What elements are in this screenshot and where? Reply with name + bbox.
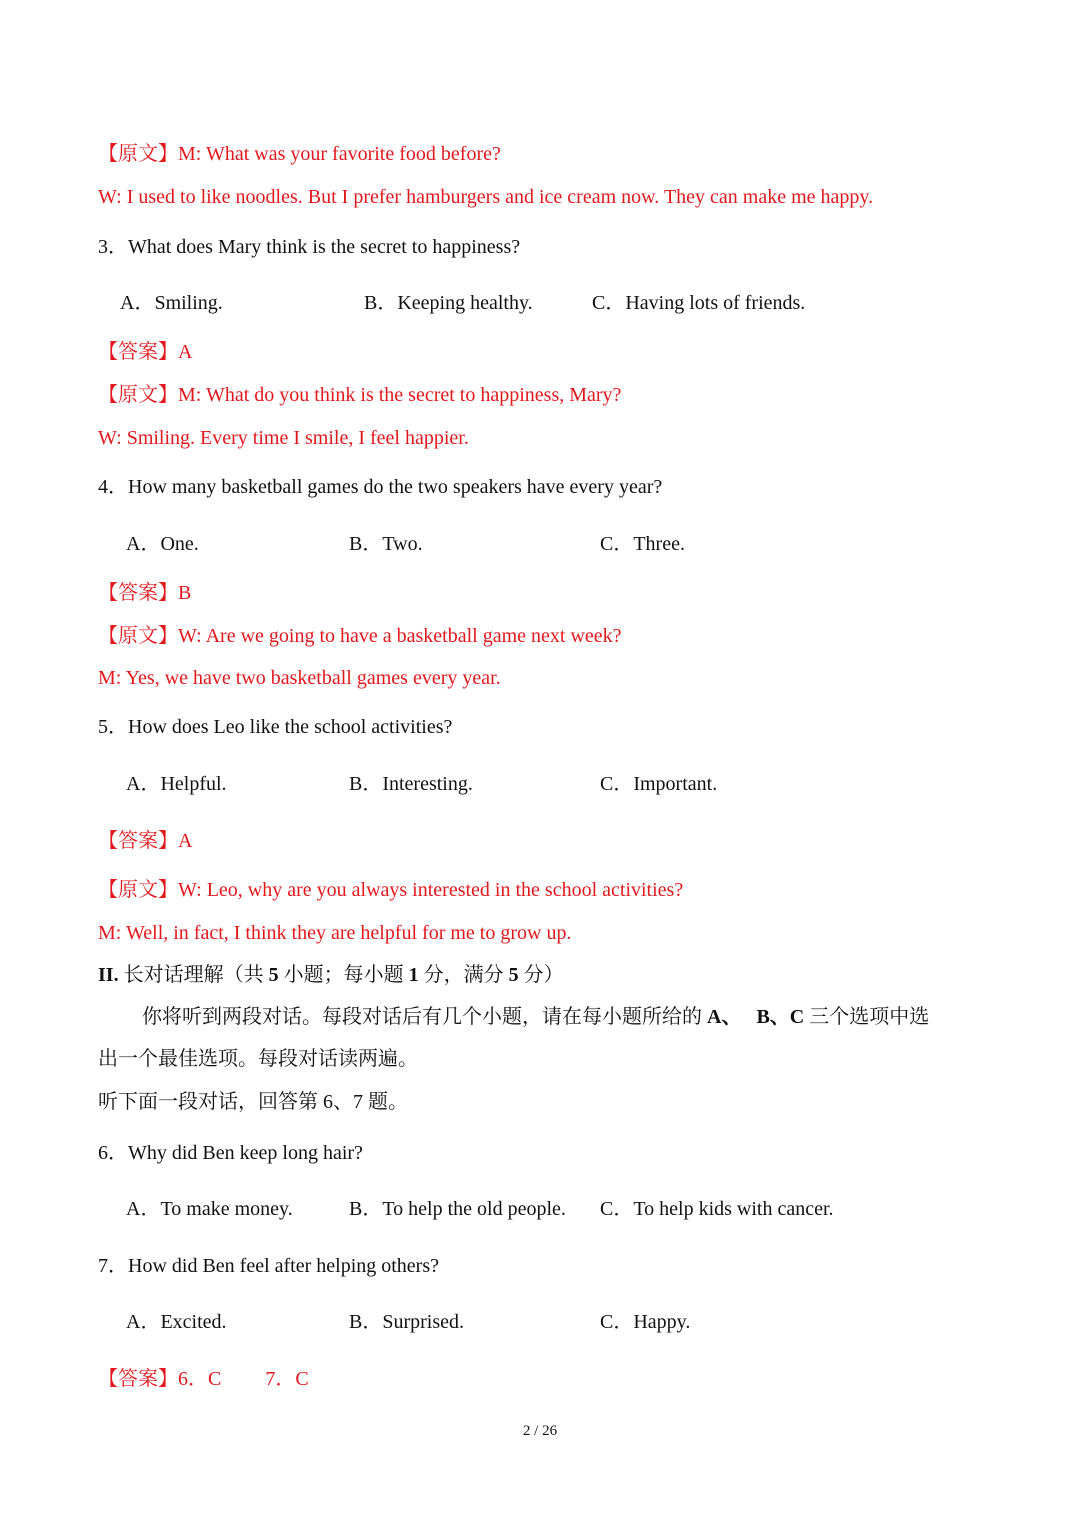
original-text-q2-w: W: I used to like noodles. But I prefer hamburgers and ice cream now. They can make me happy.: [98, 186, 874, 208]
question-3: 3．What does Mary think is the secret to happiness?: [98, 236, 521, 258]
q7-option-c: C．Happy.: [600, 1311, 691, 1333]
q6-7-answer: 【答案】6．C 7．C: [98, 1368, 309, 1390]
q3-option-c: C．Having lots of friends.: [592, 292, 806, 314]
section-2-heading: II. 长对话理解（共 5 小题；每小题 1 分，满分 5 分）: [98, 964, 564, 986]
answer-label: 【答案】: [98, 830, 178, 852]
original-label: 【原文】: [98, 384, 178, 406]
q4-original-2: M: Yes, we have two basketball games every year.: [98, 667, 501, 689]
section-2-instructions-1: 你将听到两段对话。每段对话后有几个小题，请在每小题所给的 A、 B、C 三个选项中选: [142, 1006, 930, 1028]
q4-option-c: C．Three.: [600, 533, 685, 555]
q6-option-b: B．To help the old people.: [349, 1198, 566, 1220]
original-label: 【原文】: [98, 143, 178, 165]
q5-original-1: 【原文】W: Leo, why are you always interested in the school activities?: [98, 879, 684, 901]
answer-label: 【答案】: [98, 582, 178, 604]
q3-option-a: A．Smiling.: [120, 292, 223, 314]
q5-option-b: B．Interesting.: [349, 773, 473, 795]
q5-option-c: C．Important.: [600, 773, 718, 795]
q3-original-2: W: Smiling. Every time I smile, I feel happier.: [98, 427, 469, 449]
q6-option-c: C．To help kids with cancer.: [600, 1198, 834, 1220]
q4-option-a: A．One.: [126, 533, 199, 555]
section-2-instructions-3: 听下面一段对话，回答第 6、7 题。: [98, 1091, 408, 1113]
q3-option-b: B．Keeping healthy.: [364, 292, 533, 314]
q3-original-1: 【原文】M: What do you think is the secret to happiness, Mary?: [98, 384, 622, 406]
page-number: 2 / 26: [522, 1423, 558, 1439]
original-text-q2-m: 【原文】M: What was your favorite food before?: [98, 143, 501, 165]
question-6: 6．Why did Ben keep long hair?: [98, 1142, 363, 1164]
section-numeral: II.: [98, 964, 119, 986]
q3-answer: 【答案】A: [98, 341, 193, 363]
question-7: 7．How did Ben feel after helping others?: [98, 1255, 440, 1277]
q5-option-a: A．Helpful.: [126, 773, 227, 795]
q4-answer: 【答案】B: [98, 582, 192, 604]
section-2-instructions-2: 出一个最佳选项。每段对话读两遍。: [98, 1048, 418, 1070]
original-label: 【原文】: [98, 879, 178, 901]
original-label: 【原文】: [98, 625, 178, 647]
question-5: 5．How does Leo like the school activities?: [98, 716, 453, 738]
question-4: 4．How many basketball games do the two speakers have every year?: [98, 476, 663, 498]
q5-original-2: M: Well, in fact, I think they are helpful for me to grow up.: [98, 922, 572, 944]
q7-option-a: A．Excited.: [126, 1311, 227, 1333]
q6-option-a: A．To make money.: [126, 1198, 293, 1220]
answer-label: 【答案】: [98, 341, 178, 363]
q5-answer: 【答案】A: [98, 830, 193, 852]
q4-option-b: B．Two.: [349, 533, 423, 555]
q7-option-b: B．Surprised.: [349, 1311, 464, 1333]
answer-label: 【答案】: [98, 1368, 178, 1390]
q4-original-1: 【原文】W: Are we going to have a basketball game next week?: [98, 625, 622, 647]
